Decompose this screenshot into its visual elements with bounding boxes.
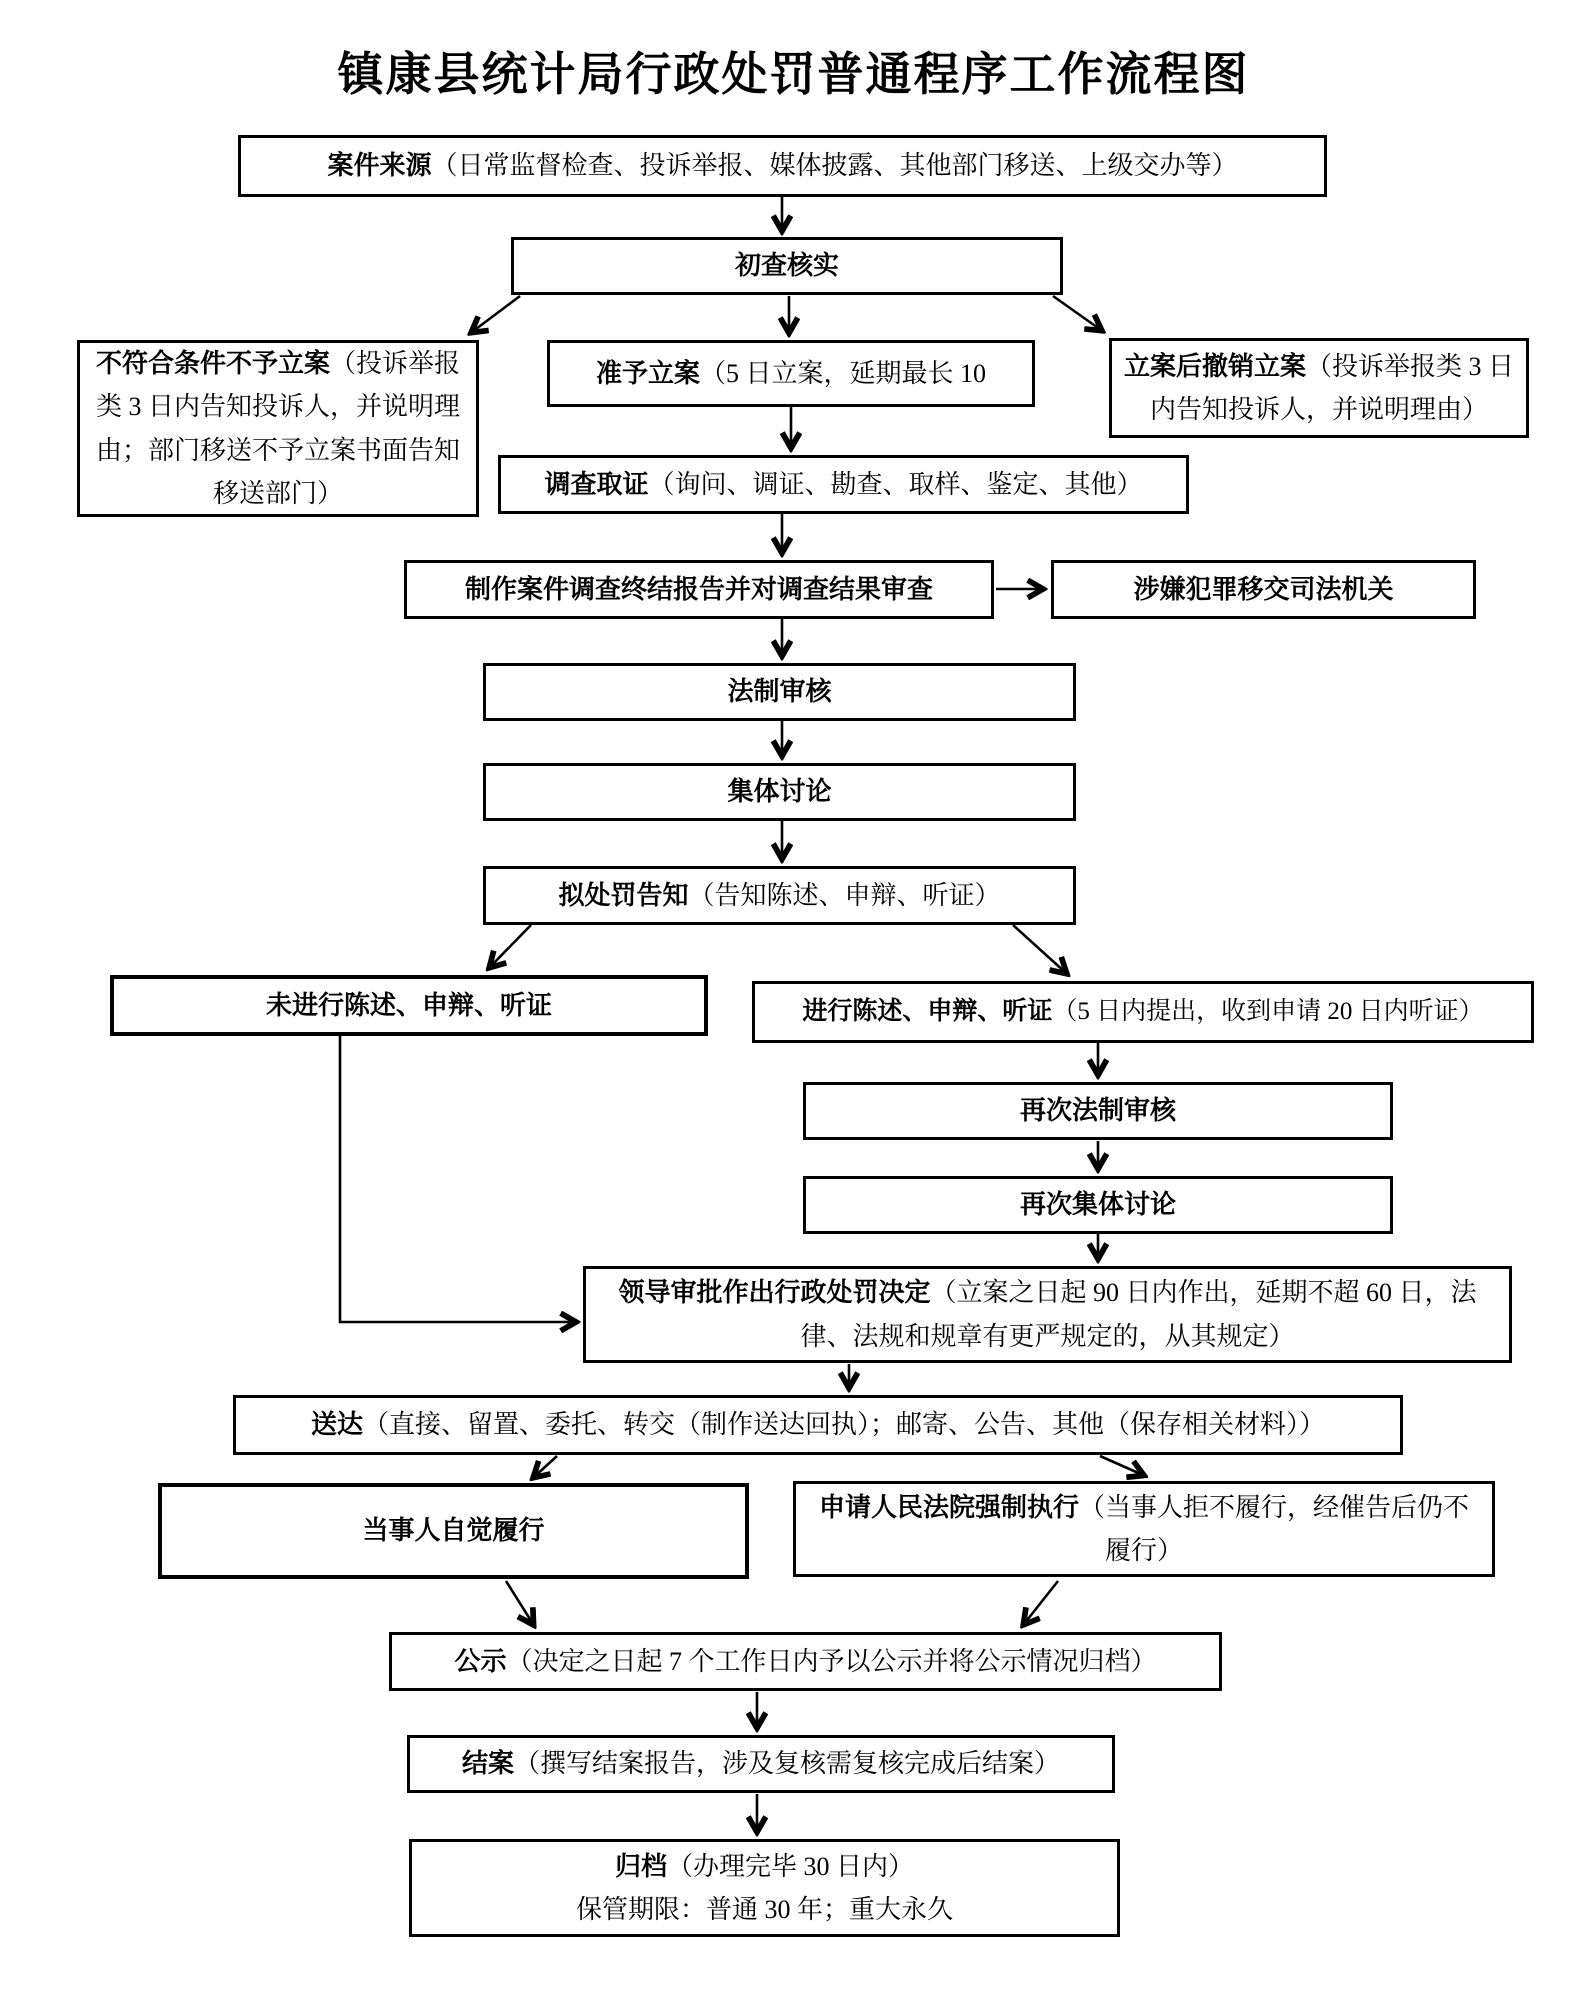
arrow-notice-to-nostatement <box>490 925 531 967</box>
node-label: 制作案件调查终结报告并对调查结果审查 <box>464 573 933 604</box>
node-label: 立案后撤销立案 <box>1123 350 1306 381</box>
node-label: 进行陈述、申辩、听证 <box>802 997 1053 1026</box>
arrow-nostatement-to-decision <box>340 1036 575 1322</box>
node-label: 归档 <box>614 1850 667 1881</box>
node-detail: （投诉举报类 3 日内告知投诉人，并说明理由；部门移送不予立案书面告知移送部门） <box>95 349 461 508</box>
node-label: 准予立案 <box>595 357 700 388</box>
node-label: 再次集体讨论 <box>1019 1189 1176 1220</box>
node-detail: （5 日立案，延期最长 10 <box>700 358 987 388</box>
node-evidence <box>498 455 1189 514</box>
node-detail-2: 保管期限：普通 30 年；重大永久 <box>575 1895 953 1924</box>
node-detail: （直接、留置、委托、转交（制作送达回执）；邮寄、公告、其他（保存相关材料）） <box>363 1410 1326 1440</box>
node-statement <box>752 981 1534 1043</box>
node-detail: （撰写结案报告，涉及复核需复核完成后结案） <box>514 1749 1061 1779</box>
node-preliminary-check <box>511 237 1063 295</box>
node-label: 再次法制审核 <box>1019 1095 1176 1126</box>
node-revoke-filing <box>1109 338 1529 438</box>
node-label: 拟处罚告知 <box>558 879 689 910</box>
node-label: 公示 <box>454 1645 507 1676</box>
node-delivery <box>233 1395 1403 1455</box>
node-detail: （告知陈述、申辩、听证） <box>688 880 1001 910</box>
node-label: 送达 <box>310 1409 363 1440</box>
arrow-enforce-to-publicity <box>1024 1581 1058 1624</box>
node-label: 法制审核 <box>727 676 832 707</box>
node-group-discussion <box>483 763 1076 821</box>
node-label: 当事人自觉履行 <box>362 1515 545 1546</box>
node-penalty-notice <box>483 866 1076 925</box>
node-publicity <box>389 1632 1222 1691</box>
node-detail: （立案之日起 90 日内作出，延期不超 60 日，法律、法规和规章有更严规定的，从其规定） <box>800 1278 1477 1351</box>
node-voluntary <box>158 1483 749 1579</box>
node-detail: （5 日内提出，收到申请 20 日内听证） <box>1052 998 1484 1026</box>
node-label: 不符合条件不予立案 <box>95 348 330 379</box>
arrow-delivery-to-voluntary <box>534 1456 557 1477</box>
arrow-notice-to-statement <box>1013 925 1066 973</box>
node-not-filed <box>77 340 479 517</box>
node-label: 领导审批作出行政处罚决定 <box>618 1277 931 1308</box>
node-no-statement <box>110 975 708 1036</box>
node-detail: （当事人拒不履行，经催告后仍不履行） <box>1079 1492 1470 1565</box>
node-transfer-judicial <box>1051 560 1476 619</box>
node-label: 案件来源 <box>327 150 432 181</box>
arrow-precheck-to-notfiled <box>472 296 520 332</box>
node-label: 涉嫌犯罪移交司法机关 <box>1133 573 1394 604</box>
node-detail: （投诉举报类 3 日内告知投诉人，并说明理由） <box>1149 351 1515 424</box>
node-archive <box>409 1839 1120 1937</box>
node-detail: （决定之日起 7 个工作日内予以公示并将公示情况归档） <box>506 1646 1157 1676</box>
node-label: 申请人民法院强制执行 <box>818 1491 1079 1522</box>
node-report-review <box>404 560 994 619</box>
arrow-delivery-to-enforce <box>1100 1456 1143 1475</box>
node-detail: （日常监督检查、投诉举报、媒体披露、其他部门移送、上级交办等） <box>431 151 1238 181</box>
node-label: 调查取证 <box>544 468 649 499</box>
node-legal-review <box>483 663 1076 721</box>
node-label: 初查核实 <box>734 250 839 281</box>
node-label: 未进行陈述、申辩、听证 <box>265 989 552 1020</box>
node-label: 结案 <box>461 1748 514 1779</box>
node-approve-filing <box>547 340 1035 407</box>
node-label: 集体讨论 <box>727 776 832 807</box>
node-case-source <box>238 135 1327 197</box>
node-enforcement <box>793 1481 1495 1577</box>
node-group-discussion-2 <box>803 1176 1393 1234</box>
page-title: 镇康县统计局行政处罚普通程序工作流程图 <box>337 49 1250 100</box>
arrow-precheck-to-revoke <box>1053 296 1101 330</box>
node-legal-review-2 <box>803 1082 1393 1140</box>
node-case-closing <box>407 1735 1115 1793</box>
node-decision <box>583 1266 1512 1363</box>
node-detail: （办理完毕 30 日内） <box>667 1851 915 1881</box>
node-detail: （询问、调证、勘查、取样、鉴定、其他） <box>648 469 1143 499</box>
arrow-voluntary-to-publicity <box>506 1581 533 1624</box>
